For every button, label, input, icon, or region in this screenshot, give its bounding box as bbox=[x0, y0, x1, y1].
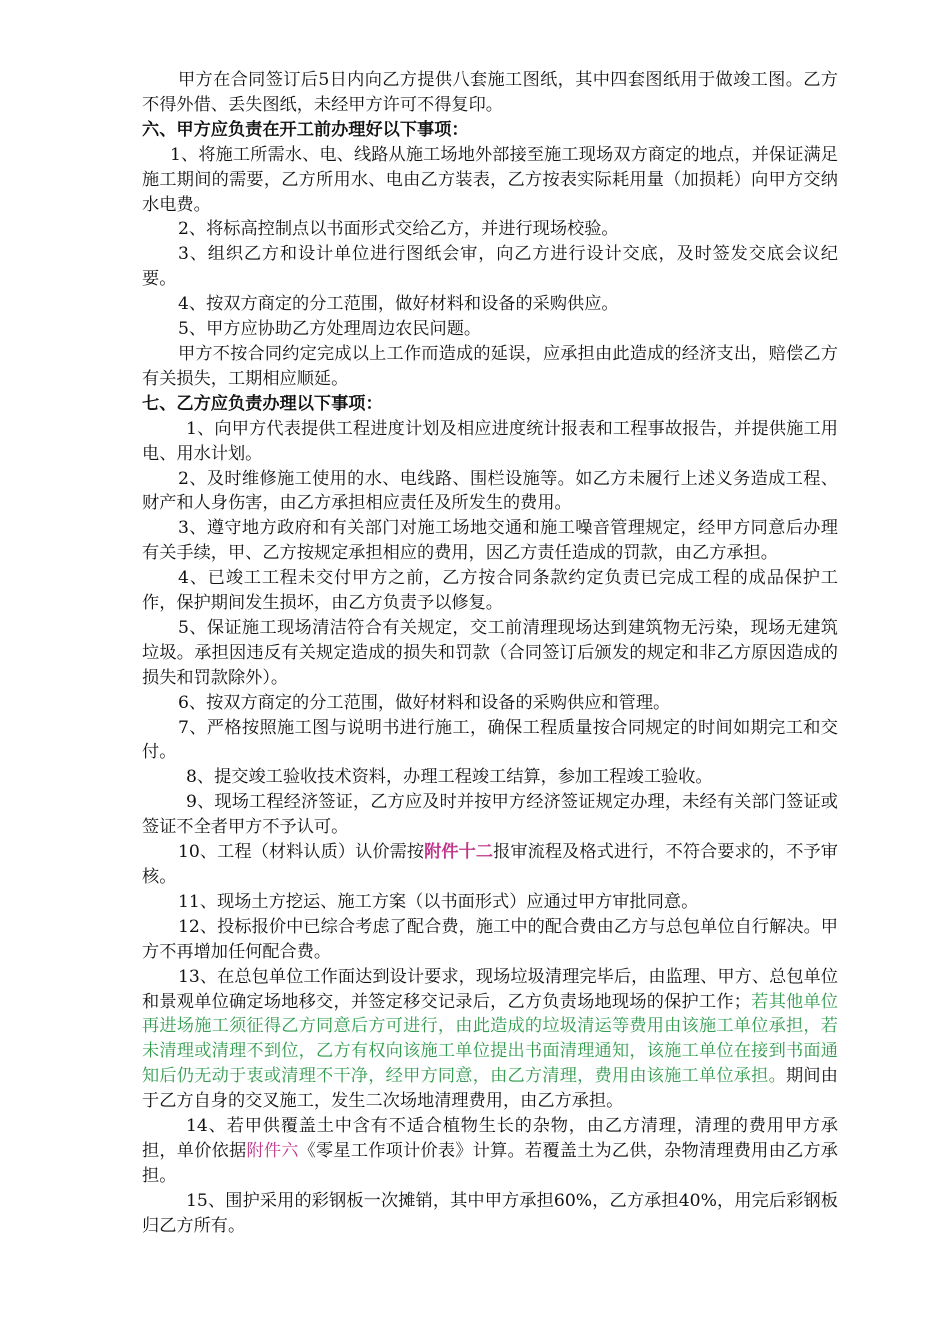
attachment-12-link[interactable]: 附件十二 bbox=[424, 842, 494, 863]
section-6-item-3: 3、组织乙方和设计单位进行图纸会审，向乙方进行设计交底，及时签发交底会议纪要。 bbox=[142, 244, 838, 290]
item-14-text-pre: 14、若甲供覆盖土中含有不适合植物生长的杂物，由乙方清理，清理的费用甲方承担，单价依据 bbox=[142, 1116, 838, 1161]
section-7-item-11: 11、现场土方挖运、施工方案（以书面形式）应通过甲方审批同意。 bbox=[178, 891, 699, 912]
section-7-item-6: 6、按双方商定的分工范围，做好材料和设备的采购供应和管理。 bbox=[178, 692, 671, 713]
section-7-item-1: 1、向甲方代表提供工程进度计划及相应进度统计报表和工程事故报告，并提供施工用电、用水计划。 bbox=[142, 418, 838, 464]
section-7-item-8: 8、提交竣工验收技术资料，办理工程竣工结算，参加工程竣工验收。 bbox=[186, 767, 713, 788]
item-10-text-pre: 10、工程（材料认质）认价需按 bbox=[178, 842, 425, 863]
section-6-item-4: 4、按双方商定的分工范围，做好材料和设备的采购供应。 bbox=[178, 294, 619, 315]
section-7-item-14 bbox=[142, 1114, 838, 1189]
section-7-item-3: 3、遵守地方政府和有关部门对施工场地交通和施工噪音管理规定，经甲方同意后办理有关手续，甲、乙方按规定承担相应的费用，因乙方责任造成的罚款，由乙方承担。 bbox=[142, 518, 838, 564]
section-7-item-13 bbox=[142, 965, 838, 1114]
item-14-text-post: 《零星工作项计价表》计算。若覆盖土为乙供，杂物清理费用由乙方承担。 bbox=[142, 1140, 838, 1186]
section-7-heading: 七、乙方应负责办理以下事项： bbox=[142, 393, 383, 414]
section-7-item-9: 9、现场工程经济签证，乙方应及时并按甲方经济签证规定办理，未经有关部门签证或签证不全者甲方不予认可。 bbox=[142, 792, 838, 838]
section-6-closing: 甲方不按合同约定完成以上工作而造成的延误，应承担由此造成的经济支出，赔偿乙方有关损失，工期相应顺延。 bbox=[142, 343, 838, 389]
item-10-text-post: 报审流程及格式进行，不符合要求的，不予审核。 bbox=[142, 842, 838, 887]
item-13-highlighted-text: 若其他单位再进场施工须征得乙方同意后方可进行，由此造成的垃圾清运等费用由该施工单位承担，若未清理或清理不到位，乙方有权向该施工单位提出书面清理通知，该施工单位在接到书面通知后仍无动于衷或清理不干净，经甲方同意，由乙方清理，费用由该施工单位承担。 bbox=[142, 991, 838, 1087]
intro-paragraph: 甲方在合同签订后5日内向乙方提供八套施工图纸，其中四套图纸用于做竣工图。乙方不得外借、丢失图纸，未经甲方许可不得复印。 bbox=[142, 70, 838, 115]
section-6-item-1: 1、将施工所需水、电、线路从施工场地外部接至施工现场双方商定的地点，并保证满足施工期间的需要，乙方所用水、电由乙方装表，乙方按表实际耗用量（加损耗）向甲方交纳水电费。 bbox=[142, 144, 838, 215]
section-7-item-15: 15、围护采用的彩钢板一次摊销，其中甲方承担60%，乙方承担40%，用完后彩钢板归乙方所有。 bbox=[142, 1190, 838, 1236]
section-7-item-10 bbox=[142, 840, 838, 890]
section-7-item-7: 7、严格按照施工图与说明书进行施工，确保工程质量按合同规定的时间如期完工和交付。 bbox=[142, 717, 838, 763]
attachment-6-link[interactable]: 附件六 bbox=[246, 1140, 299, 1161]
item-13-text-post: 期间由于乙方自身的交叉施工，发生二次场地清理费用，由乙方承担。 bbox=[142, 1066, 838, 1112]
section-7-item-2: 2、及时维修施工使用的水、电线路、围栏设施等。如乙方未履行上述义务造成工程、财产和人身伤害，由乙方承担相应责任及所发生的费用。 bbox=[142, 468, 838, 514]
section-7-item-5: 5、保证施工现场清洁符合有关规定，交工前清理现场达到建筑物无污染，现场无建筑垃圾。承担因违反有关规定造成的损失和罚款（合同签订后颁发的规定和非乙方原因造成的损失和罚款除外）。 bbox=[142, 617, 838, 688]
section-6-item-5: 5、甲方应协助乙方处理周边农民问题。 bbox=[178, 319, 482, 340]
section-7-item-4: 4、已竣工工程未交付甲方之前，乙方按合同条款约定负责已完成工程的成品保护工作，保护期间发生损坏，由乙方负责予以修复。 bbox=[142, 568, 838, 614]
section-7-item-12: 12、投标报价中已综合考虑了配合费，施工中的配合费由乙方与总包单位自行解决。甲方不再增加任何配合费。 bbox=[142, 916, 838, 962]
section-6-heading: 六、甲方应负责在开工前办理好以下事项： bbox=[142, 119, 469, 140]
item-13-text-pre: 13、在总包单位工作面达到设计要求，现场垃圾清理完毕后，由监理、甲方、总包单位和景观单位确定场地移交，并签定移交记录后，乙方负责场地现场的保护工作； bbox=[142, 966, 838, 1012]
document-body bbox=[142, 68, 838, 1239]
section-6-item-2: 2、将标高控制点以书面形式交给乙方，并进行现场校验。 bbox=[178, 219, 619, 240]
